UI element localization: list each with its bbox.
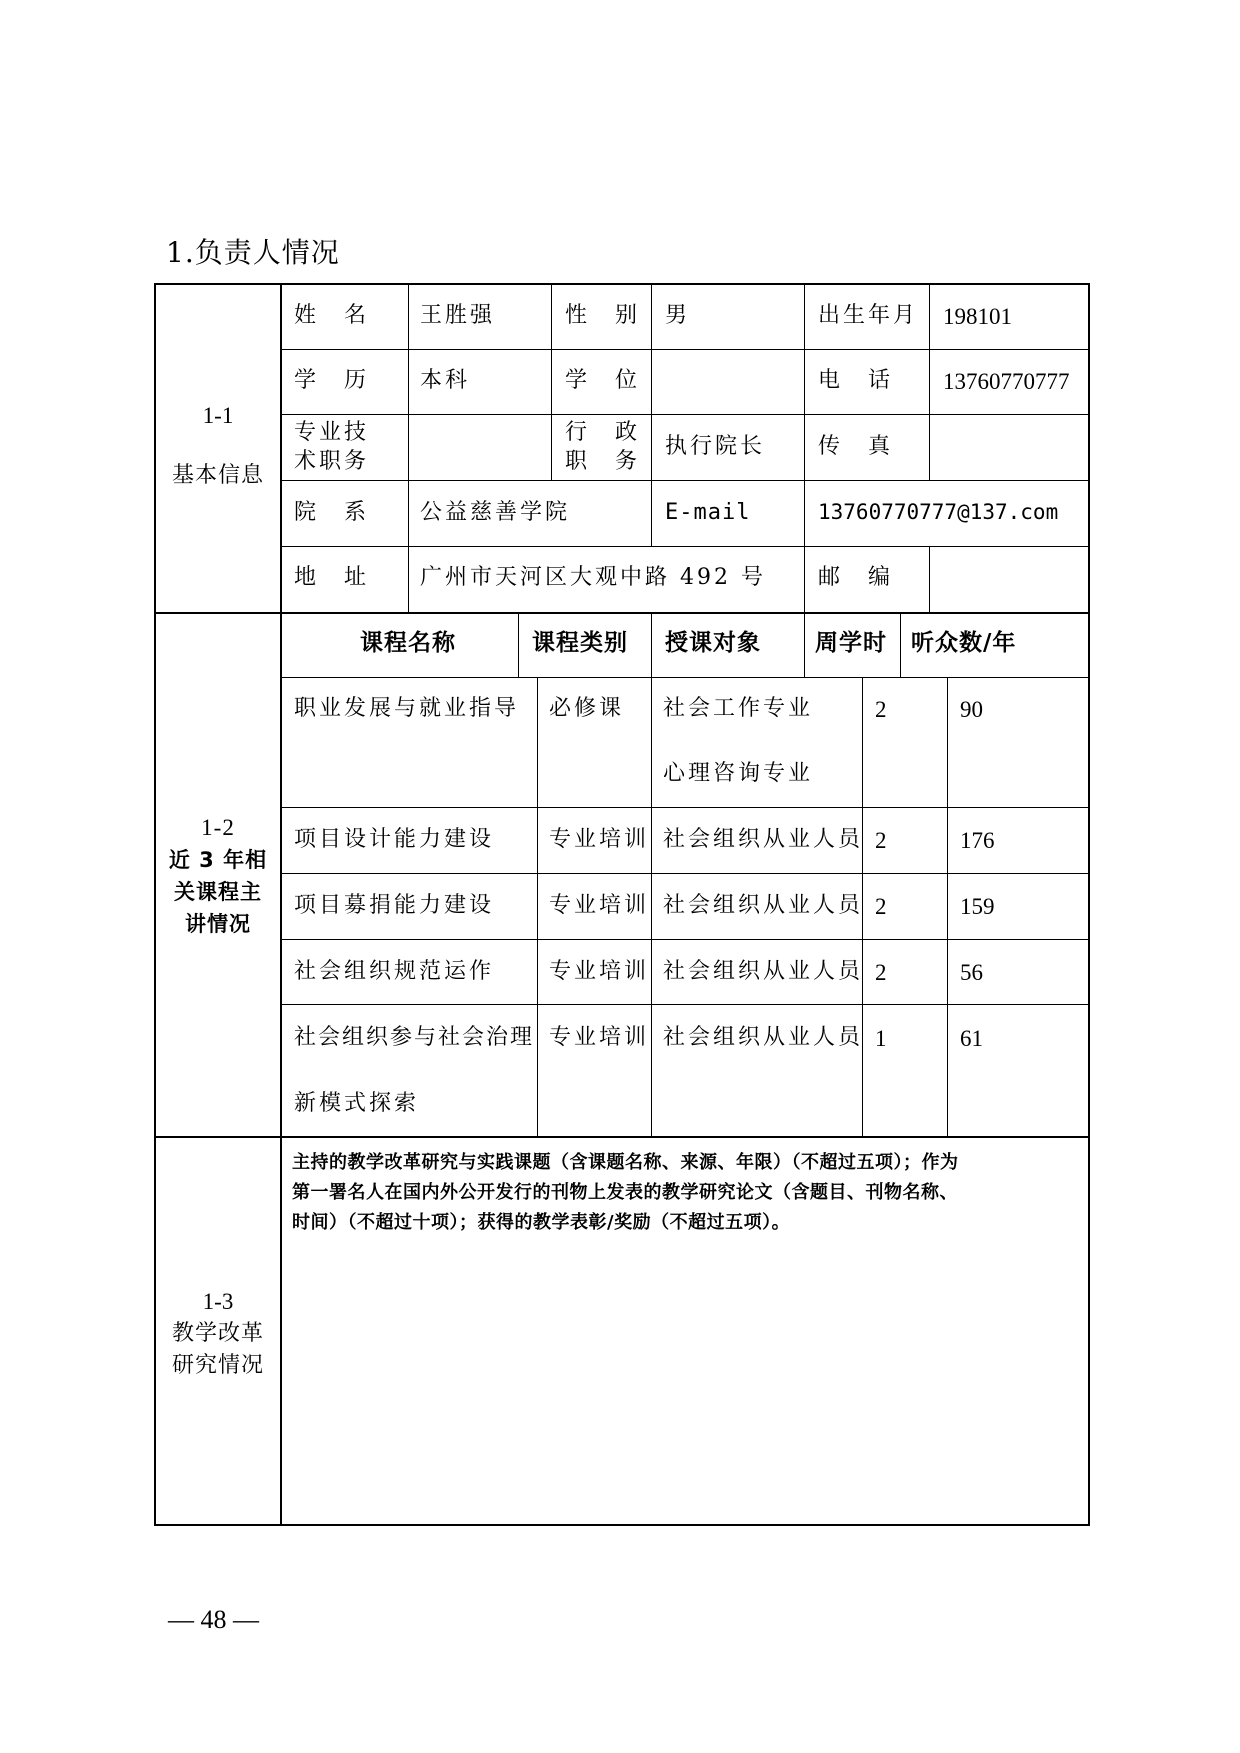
address-value: 广州市天河区大观中路 492 号 [420,565,766,590]
fax-label: 传 真 [818,434,894,459]
section1-number: 1-1 [202,403,234,428]
section3-instructions [292,1148,1094,1238]
section3-title-line2: 研究情况 [171,1353,264,1378]
table-row-2-type: 专业培训 [549,827,650,852]
table-row-3-target: 社会组织从业人员 [663,893,864,918]
table-row-5-name-line1: 社会组织参与社会治理 [294,1025,535,1050]
zip-label: 邮 编 [818,565,894,590]
table-row-4-target: 社会组织从业人员 [663,959,864,984]
table-row-3-type: 专业培训 [549,893,650,918]
section3-title-line1: 教学改革 [171,1321,264,1346]
admin-position-label-line1: 行 政 [565,420,641,445]
phone-value: 13760770777 [943,369,1070,394]
section2-label [156,812,280,940]
email-value: 13760770777@137.com [818,500,1059,524]
education-value: 本科 [420,368,471,393]
table-row-4-type: 专业培训 [549,959,650,984]
admin-position-label [565,418,640,476]
section3-instructions-line2: 第一署名人在国内外公开发行的刊物上发表的教学研究论文（含题目、刊物名称、 [292,1182,958,1203]
section3-instructions-line1: 主持的教学改革研究与实践课题（含课题名称、来源、年限）（不超过五项）；作为 [292,1152,959,1173]
department-value: 公益慈善学院 [420,500,571,525]
table-row-5-hours: 1 [875,1026,887,1051]
section3-label [156,1286,280,1382]
table-row-3-audience: 159 [960,894,995,919]
section2-title-line1: 近 3 年相 [168,848,268,872]
email-label: E-mail [665,500,751,525]
table-row-5-name-line2: 新模式探索 [294,1091,420,1116]
table-row-1-hours: 2 [875,697,887,722]
table-row-2-name: 项目设计能力建设 [294,827,495,852]
column-header-target: 授课对象 [665,630,761,656]
department-label: 院 系 [294,500,370,525]
section2-number: 1-2 [201,815,235,840]
birth-value: 198101 [943,304,1012,329]
section1-label [156,400,280,492]
gender-label: 性 别 [565,303,641,328]
section3-number: 1-3 [202,1289,234,1314]
table-row-4-name: 社会组织规范运作 [294,959,495,984]
table-row-1-name: 职业发展与就业指导 [294,696,520,721]
table-row-3-hours: 2 [875,894,887,919]
degree-label: 学 位 [565,368,641,393]
table-row-1-audience: 90 [960,697,983,722]
table-row-2-audience: 176 [960,828,995,853]
phone-label: 电 话 [818,368,894,393]
admin-position-label-line2: 职 务 [565,449,641,474]
professional-title-label [294,418,369,476]
education-label: 学 历 [294,368,370,393]
gender-value: 男 [665,303,691,328]
name-value: 王胜强 [420,303,496,328]
table-row-4-audience: 56 [960,960,983,985]
table-row-4-hours: 2 [875,960,887,985]
table-row-3-name: 项目募捐能力建设 [294,893,495,918]
professional-title-label-line1: 专业技 [294,420,370,445]
column-header-audience: 听众数/年 [911,630,1017,656]
column-header-weekly-hours: 周学时 [815,630,887,656]
table-row-2-hours: 2 [875,828,887,853]
professional-title-label-line2: 术职务 [294,449,370,474]
table-row-5-audience: 61 [960,1026,983,1051]
section3-instructions-line3: 时间）（不超过十项）；获得的教学表彰/奖励（不超过五项）。 [292,1212,791,1233]
admin-position-value: 执行院长 [665,434,766,459]
table-row-2-target: 社会组织从业人员 [663,827,864,852]
table-row-5-type: 专业培训 [549,1025,650,1050]
name-label: 姓 名 [294,303,370,328]
column-header-course-type: 课程类别 [532,630,628,656]
section2-title-line3: 讲情况 [185,912,251,936]
address-label: 地 址 [294,565,370,590]
table-row-1-type: 必修课 [549,696,625,721]
section1-title: 基本信息 [171,463,264,488]
section-heading: 1.负责人情况 [166,236,340,269]
section2-title-line2: 关课程主 [174,880,262,904]
table-row-1-target-line2: 心理咨询专业 [663,761,814,786]
page-number: — 48 — [168,1605,259,1634]
column-header-course-name: 课程名称 [360,630,456,656]
table-row-1-target-line1: 社会工作专业 [663,696,814,721]
birth-label: 出生年月 [818,303,919,328]
table-row-5-target: 社会组织从业人员 [663,1025,864,1050]
